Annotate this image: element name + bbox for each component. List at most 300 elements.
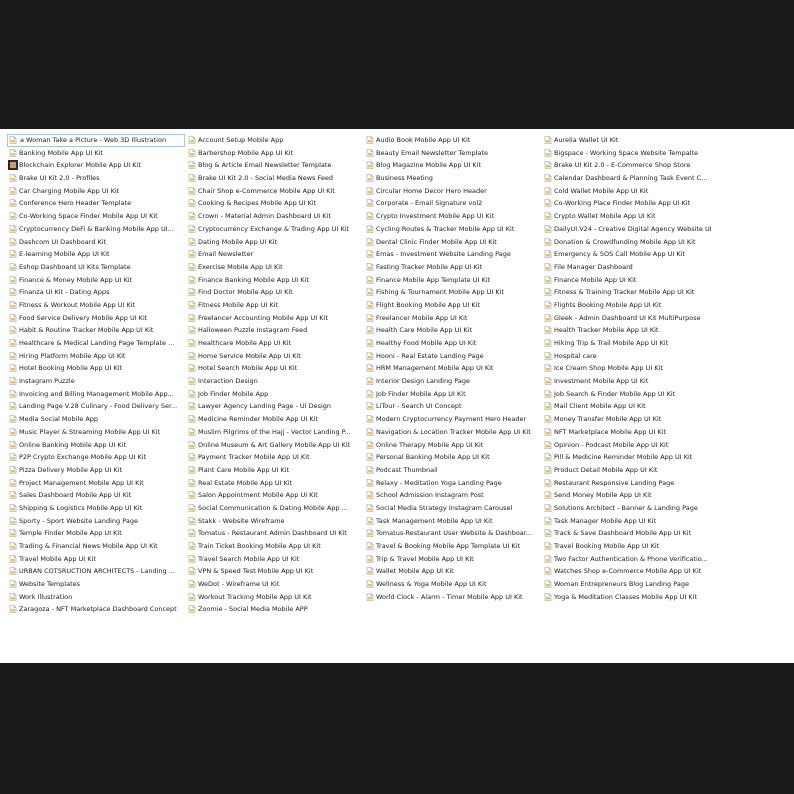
file-item[interactable]: [7, 223, 185, 236]
file-item[interactable]: [364, 362, 542, 375]
file-item[interactable]: [186, 489, 364, 502]
file-icon: [188, 250, 196, 258]
file-name-label: Finanza UI Kit - Dating Apps: [19, 288, 110, 297]
file-item[interactable]: [186, 426, 364, 439]
file-icon: [366, 212, 374, 220]
file-item[interactable]: [7, 553, 185, 566]
file-name-label: Sales Dashboard Mobile App UI Kit: [19, 491, 132, 500]
file-icon: [188, 288, 196, 296]
file-item[interactable]: [7, 147, 185, 160]
file-item[interactable]: [542, 172, 720, 185]
file-icon: [544, 377, 552, 385]
file-item[interactable]: [186, 185, 364, 198]
file-icon: [366, 238, 374, 246]
file-item[interactable]: [186, 591, 364, 604]
file-item[interactable]: [542, 413, 720, 426]
file-item[interactable]: [7, 134, 185, 147]
file-name-label: Hiking Trip & Trail Mobile App UI Kit: [554, 339, 669, 347]
file-item[interactable]: [186, 159, 364, 172]
file-item[interactable]: [186, 502, 364, 515]
file-name-label: Wellness & Yoga Mobile App UI Kit: [376, 580, 487, 589]
file-item[interactable]: [364, 477, 542, 490]
file-item[interactable]: [186, 134, 364, 147]
file-icon: [188, 339, 196, 347]
file-icon: [544, 161, 552, 169]
file-item[interactable]: [542, 337, 720, 350]
file-name-label: Ice Cream Shop Mobile App UI Kit: [554, 364, 663, 373]
file-item[interactable]: [7, 603, 185, 616]
file-icon: [188, 580, 196, 588]
file-icon: [366, 529, 374, 537]
file-item[interactable]: [186, 515, 364, 528]
file-name-label: Co-Working Place Finder Mobile App UI Kit: [554, 199, 691, 208]
file-name-label: Bigspace - Working Space Website Tempalte: [554, 148, 699, 157]
file-name-label: Banking Mobile App UI Kit: [19, 148, 103, 157]
file-name-label: Food Service Delivery Mobile App UI Kit: [19, 313, 148, 322]
file-item[interactable]: [7, 591, 185, 604]
file-item[interactable]: [364, 426, 542, 439]
file-name-label: Cycling Routes & Tracker Mobile App UI Kit: [376, 224, 515, 233]
file-item[interactable]: [364, 299, 542, 312]
file-name-label: Halloween Puzzle Instagram Feed: [198, 326, 308, 335]
file-item[interactable]: [7, 527, 185, 540]
file-name-label: Health Care Mobile App UI Kit: [376, 326, 473, 335]
file-item[interactable]: [364, 274, 542, 287]
file-item[interactable]: [364, 261, 542, 274]
file-icon: [366, 479, 374, 487]
file-icon: [366, 415, 374, 423]
file-icon: [188, 402, 196, 410]
file-item[interactable]: [542, 375, 720, 388]
file-icon: [366, 187, 374, 195]
file-name-label: Solutions Architect - Banner & Landing Page: [554, 503, 698, 512]
file-item[interactable]: [186, 248, 364, 261]
file-item[interactable]: [364, 248, 542, 261]
file-item[interactable]: [364, 210, 542, 223]
file-item[interactable]: [7, 464, 185, 477]
file-icon: [9, 136, 17, 144]
file-item[interactable]: [7, 159, 185, 172]
file-item[interactable]: [7, 261, 185, 274]
file-item[interactable]: [7, 375, 185, 388]
file-icon: [544, 238, 552, 246]
file-item[interactable]: [364, 375, 542, 388]
file-item[interactable]: [7, 540, 185, 553]
file-item[interactable]: [7, 489, 185, 502]
file-name-label: Cryptocurrency Exchange & Trading App UI Kit: [198, 224, 350, 233]
file-item[interactable]: [542, 439, 720, 452]
file-item[interactable]: [364, 134, 542, 147]
file-name-label: Emas - Investment Website Landing Page: [376, 250, 511, 259]
file-icon: [188, 479, 196, 487]
file-item[interactable]: [542, 197, 720, 210]
file-name-label: Muslim Pilgrims of the Hajj - Vector Landing P...: [198, 427, 351, 436]
file-name-label: Flights Booking Mobile App UI Kit: [554, 300, 662, 309]
file-icon: [544, 453, 552, 461]
file-icon: [188, 605, 196, 613]
file-item[interactable]: [7, 362, 185, 375]
file-icon: [9, 364, 17, 372]
file-item[interactable]: [364, 439, 542, 452]
file-item[interactable]: [364, 337, 542, 350]
file-name-label: Wallet Mobile App UI Kit: [376, 567, 454, 576]
file-item[interactable]: [542, 299, 720, 312]
file-name-label: Send Money Mobile App UI Kit: [554, 491, 652, 500]
file-name-label: Travel Mobile App UI Kit: [19, 554, 96, 563]
file-item[interactable]: [7, 172, 185, 185]
file-item[interactable]: [542, 210, 720, 223]
file-name-label: Stakk - Website Wireframe: [198, 516, 285, 525]
file-icon: [9, 402, 17, 410]
file-item[interactable]: [364, 324, 542, 337]
file-icon: [9, 187, 17, 195]
file-icon: [188, 263, 196, 271]
file-item[interactable]: [364, 286, 542, 299]
file-explorer-list-view: [0, 129, 794, 663]
file-item[interactable]: [186, 477, 364, 490]
file-item[interactable]: [542, 502, 720, 515]
file-icon: [544, 580, 552, 588]
file-item[interactable]: [542, 591, 720, 604]
file-item[interactable]: [186, 299, 364, 312]
file-item[interactable]: [7, 350, 185, 363]
file-name-label: Account Setup Mobile App: [198, 136, 284, 144]
file-item[interactable]: [186, 210, 364, 223]
file-item[interactable]: [7, 439, 185, 452]
file-name-label: Job Finder Mobile App: [198, 389, 269, 398]
file-name-label: Medicine Reminder Mobile App UI Kit: [198, 415, 318, 424]
file-column-3: [364, 134, 542, 603]
file-item[interactable]: [364, 223, 542, 236]
file-icon: [366, 364, 374, 372]
file-item[interactable]: [542, 286, 720, 299]
file-item[interactable]: [7, 426, 185, 439]
file-name-label: Freelancer Mobile App UI Kit: [376, 313, 468, 322]
file-item[interactable]: [7, 477, 185, 490]
file-item[interactable]: [7, 578, 185, 591]
file-icon: [9, 529, 17, 537]
file-item[interactable]: [186, 451, 364, 464]
file-icon: [366, 466, 374, 474]
file-name-label: Online Museum & Art Gallery Mobile App UI Kit: [198, 440, 351, 449]
file-item[interactable]: [186, 286, 364, 299]
file-icon: [544, 364, 552, 372]
file-item[interactable]: [542, 362, 720, 375]
file-name-label: Social Media Strategy Instagram Carousel: [376, 503, 513, 512]
file-name-label: Home Service Mobile App UI Kit: [198, 351, 301, 360]
file-item[interactable]: [364, 159, 542, 172]
file-item[interactable]: [186, 603, 364, 616]
file-icon: [188, 326, 196, 334]
file-icon: [188, 428, 196, 436]
file-icon: [188, 352, 196, 360]
file-name-label: Instagram Puzzle: [19, 377, 75, 386]
file-name-label: Brake UI Kit 2.0 - E-Commerce Shop Store: [554, 161, 691, 170]
file-name-label: Audio Book Mobile App UI Kit: [376, 136, 471, 144]
file-icon: [9, 504, 17, 512]
file-icon: [544, 301, 552, 309]
file-item[interactable]: [186, 362, 364, 375]
file-item[interactable]: [542, 324, 720, 337]
file-item[interactable]: [364, 172, 542, 185]
file-name-label: World Clock - Alarm - Timer Mobile App UI Kit: [376, 592, 523, 601]
file-icon: [9, 517, 17, 525]
file-name-label: Navigation & Location Tracker Mobile App UI Kit: [376, 427, 531, 436]
file-item[interactable]: [542, 527, 720, 540]
file-name-label: Restaurant Responsive Landing Page: [554, 478, 675, 487]
file-item[interactable]: [364, 451, 542, 464]
file-name-label: a Woman Take a Picture - Web 3D Illustration: [20, 136, 167, 144]
file-item[interactable]: [364, 185, 542, 198]
file-name-label: Habit & Routine Tracker Mobile App UI Kit: [19, 326, 154, 335]
file-item[interactable]: [542, 159, 720, 172]
file-item[interactable]: [542, 388, 720, 401]
file-item[interactable]: [542, 540, 720, 553]
file-name-label: Yoga & Meditation Classes Mobile App UI Kit: [554, 592, 698, 601]
file-icon: [9, 453, 17, 461]
file-item[interactable]: [542, 248, 720, 261]
file-item[interactable]: [542, 261, 720, 274]
file-name-label: Conference Hero Header Template: [19, 199, 132, 208]
file-icon: [544, 390, 552, 398]
file-item[interactable]: [364, 502, 542, 515]
file-item[interactable]: [186, 261, 364, 274]
file-name-label: Brake UI Kit 2.0 - Social Media News Feed: [198, 174, 334, 183]
file-item[interactable]: [186, 464, 364, 477]
file-icon: [366, 136, 374, 144]
file-name-label: Mail Client Mobile App UI Kit: [554, 402, 646, 411]
file-item[interactable]: [186, 400, 364, 413]
file-name-label: Travel & Booking Mobile App Template UI Kit: [376, 542, 521, 550]
file-item[interactable]: [542, 185, 720, 198]
file-icon: [9, 238, 17, 246]
file-item[interactable]: [542, 134, 720, 147]
file-icon: [544, 466, 552, 474]
file-item[interactable]: [186, 553, 364, 566]
file-item[interactable]: [7, 324, 185, 337]
file-item[interactable]: [7, 515, 185, 528]
file-item[interactable]: [542, 464, 720, 477]
file-icon: [544, 428, 552, 436]
file-name-label: Sporty - Sport Website Landing Page: [19, 516, 138, 525]
file-icon: [188, 149, 196, 157]
file-item[interactable]: [542, 489, 720, 502]
file-item[interactable]: [364, 312, 542, 325]
file-item[interactable]: [7, 299, 185, 312]
file-icon: [9, 491, 17, 499]
file-name-label: Finance Mobile App Template UI Kit: [376, 275, 491, 284]
file-item[interactable]: [364, 400, 542, 413]
file-icon: [544, 352, 552, 360]
file-name-label: Pizza Delivery Mobile App UI Kit: [19, 465, 123, 474]
file-item[interactable]: [364, 527, 542, 540]
image-thumbnail-icon: [8, 160, 18, 170]
file-item[interactable]: [364, 565, 542, 578]
file-item[interactable]: [186, 439, 364, 452]
file-name-label: Finance Banking Mobile App UI Kit: [198, 275, 309, 284]
file-item[interactable]: [542, 236, 720, 249]
file-icon: [188, 441, 196, 449]
file-icon: [188, 529, 196, 537]
file-name-label: Crypto Investment Mobile App UI Kit: [376, 212, 495, 221]
file-icon: [366, 276, 374, 284]
file-name-label: Payment Tracker Mobile App UI Kit: [198, 453, 310, 462]
file-item[interactable]: [186, 540, 364, 553]
file-name-label: Dental Clinic Finder Mobile App UI Kit: [376, 237, 497, 246]
file-item[interactable]: [7, 236, 185, 249]
file-item[interactable]: [542, 223, 720, 236]
file-item[interactable]: [364, 540, 542, 553]
file-icon: [9, 212, 17, 220]
file-icon: [9, 567, 17, 575]
file-name-label: HRM Management Mobile App UI Kit: [376, 364, 494, 373]
file-item[interactable]: [364, 578, 542, 591]
file-icon: [188, 301, 196, 309]
file-name-label: Dating Mobile App UI Kit: [198, 237, 278, 246]
file-icon: [544, 402, 552, 410]
file-icon: [188, 593, 196, 601]
file-item[interactable]: [186, 236, 364, 249]
file-item[interactable]: [186, 578, 364, 591]
file-icon: [366, 326, 374, 334]
file-item[interactable]: [542, 515, 720, 528]
file-item[interactable]: [7, 248, 185, 261]
file-icon: [544, 441, 552, 449]
file-item[interactable]: [364, 464, 542, 477]
file-icon: [366, 491, 374, 499]
file-item[interactable]: [186, 413, 364, 426]
file-name-label: LiTour - Search UI Concept: [376, 402, 462, 411]
file-icon: [9, 580, 17, 588]
file-name-label: Trip & Travel Mobile App UI Kit: [376, 554, 474, 563]
file-icon: [9, 390, 17, 398]
file-item[interactable]: [186, 147, 364, 160]
file-item[interactable]: [186, 324, 364, 337]
file-item[interactable]: [186, 223, 364, 236]
file-item[interactable]: [542, 312, 720, 325]
file-icon: [366, 390, 374, 398]
file-item[interactable]: [186, 197, 364, 210]
file-item[interactable]: [186, 565, 364, 578]
file-name-label: Train Ticket Booking Mobile App UI Kit: [198, 542, 321, 550]
file-name-label: Social Communication & Dating Mobile App ...: [198, 503, 348, 512]
file-item[interactable]: [7, 413, 185, 426]
file-icon: [188, 187, 196, 195]
file-item[interactable]: [7, 274, 185, 287]
file-name-label: E-learning Mobile App UI Kit: [19, 250, 110, 259]
file-item[interactable]: [542, 426, 720, 439]
file-icon: [366, 593, 374, 601]
file-name-label: VPN & Speed Test Mobile App UI Kit: [198, 567, 314, 576]
file-item[interactable]: [186, 312, 364, 325]
file-item[interactable]: [7, 502, 185, 515]
file-name-label: Business Meeting: [376, 174, 433, 183]
file-name-label: Trading & Financial News Mobile App UI Kit: [19, 542, 158, 550]
file-name-label: Zoomie - Social Media Mobile APP: [198, 605, 308, 614]
file-name-label: Salon Appointment Mobile App UI Kit: [198, 491, 318, 500]
file-item[interactable]: [7, 388, 185, 401]
file-icon: [188, 567, 196, 575]
file-item[interactable]: [186, 274, 364, 287]
file-item[interactable]: [7, 337, 185, 350]
file-icon: [544, 593, 552, 601]
file-item[interactable]: [364, 413, 542, 426]
file-item[interactable]: [186, 375, 364, 388]
file-icon: [9, 441, 17, 449]
file-name-label: Freelancer Accounting Mobile App UI Kit: [198, 313, 328, 322]
file-item[interactable]: [364, 515, 542, 528]
file-item[interactable]: [186, 172, 364, 185]
file-item[interactable]: [7, 210, 185, 223]
file-item[interactable]: [364, 236, 542, 249]
file-item[interactable]: [364, 591, 542, 604]
file-item[interactable]: [542, 578, 720, 591]
file-icon: [544, 212, 552, 220]
file-icon: [366, 339, 374, 347]
file-item[interactable]: [364, 553, 542, 566]
file-item[interactable]: [542, 400, 720, 413]
file-item[interactable]: [542, 565, 720, 578]
file-item[interactable]: [364, 388, 542, 401]
file-item[interactable]: [542, 553, 720, 566]
file-name-label: Music Player & Streaming Mobile App UI Kit: [19, 427, 161, 436]
file-item[interactable]: [364, 197, 542, 210]
file-name-label: Opinion - Podcast Mobile App UI Kit: [554, 440, 669, 449]
file-name-label: Podcast Thumbnail: [376, 465, 438, 474]
file-item[interactable]: [186, 388, 364, 401]
file-name-label: Emergency & SOS Call Mobile App UI Kit: [554, 250, 686, 259]
file-name-label: Blog Magazine Mobile App UI Kit: [376, 161, 482, 170]
file-item[interactable]: [542, 350, 720, 363]
file-name-label: Modern Cryptocurrency Payment Hero Header: [376, 415, 527, 424]
file-name-label: Work Illustration: [19, 592, 73, 601]
file-item[interactable]: [7, 451, 185, 464]
file-item[interactable]: [542, 451, 720, 464]
file-column-2: [186, 134, 364, 616]
file-item[interactable]: [542, 477, 720, 490]
file-icon: [366, 149, 374, 157]
file-item[interactable]: [7, 197, 185, 210]
file-icon: [544, 136, 552, 144]
file-name-label: Healthcare Mobile App UI Kit: [198, 339, 292, 347]
file-icon: [366, 402, 374, 410]
file-item[interactable]: [186, 527, 364, 540]
file-name-label: Cryptocurrency DeFi & Banking Mobile App UI...: [19, 224, 174, 233]
file-icon: [188, 377, 196, 385]
file-name-label: Personal Banking Mobile App UI Kit: [376, 453, 490, 462]
file-name-label: Hiring Platform Mobile App UI Kit: [19, 351, 126, 360]
file-item[interactable]: [186, 350, 364, 363]
file-item[interactable]: [7, 565, 185, 578]
file-name-label: Blockchain Explorer Mobile App UI Kit: [19, 161, 141, 170]
file-icon: [366, 161, 374, 169]
file-item[interactable]: [7, 185, 185, 198]
file-item[interactable]: [186, 337, 364, 350]
file-item[interactable]: [542, 274, 720, 287]
file-item[interactable]: [542, 147, 720, 160]
file-icon: [188, 199, 196, 207]
file-icon: [544, 225, 552, 233]
file-item[interactable]: [364, 147, 542, 160]
file-icon: [9, 352, 17, 360]
file-item[interactable]: [364, 350, 542, 363]
file-item[interactable]: [7, 400, 185, 413]
file-item[interactable]: [7, 312, 185, 325]
file-icon: [366, 377, 374, 385]
file-item[interactable]: [364, 489, 542, 502]
file-item[interactable]: [7, 286, 185, 299]
file-icon: [9, 314, 17, 322]
